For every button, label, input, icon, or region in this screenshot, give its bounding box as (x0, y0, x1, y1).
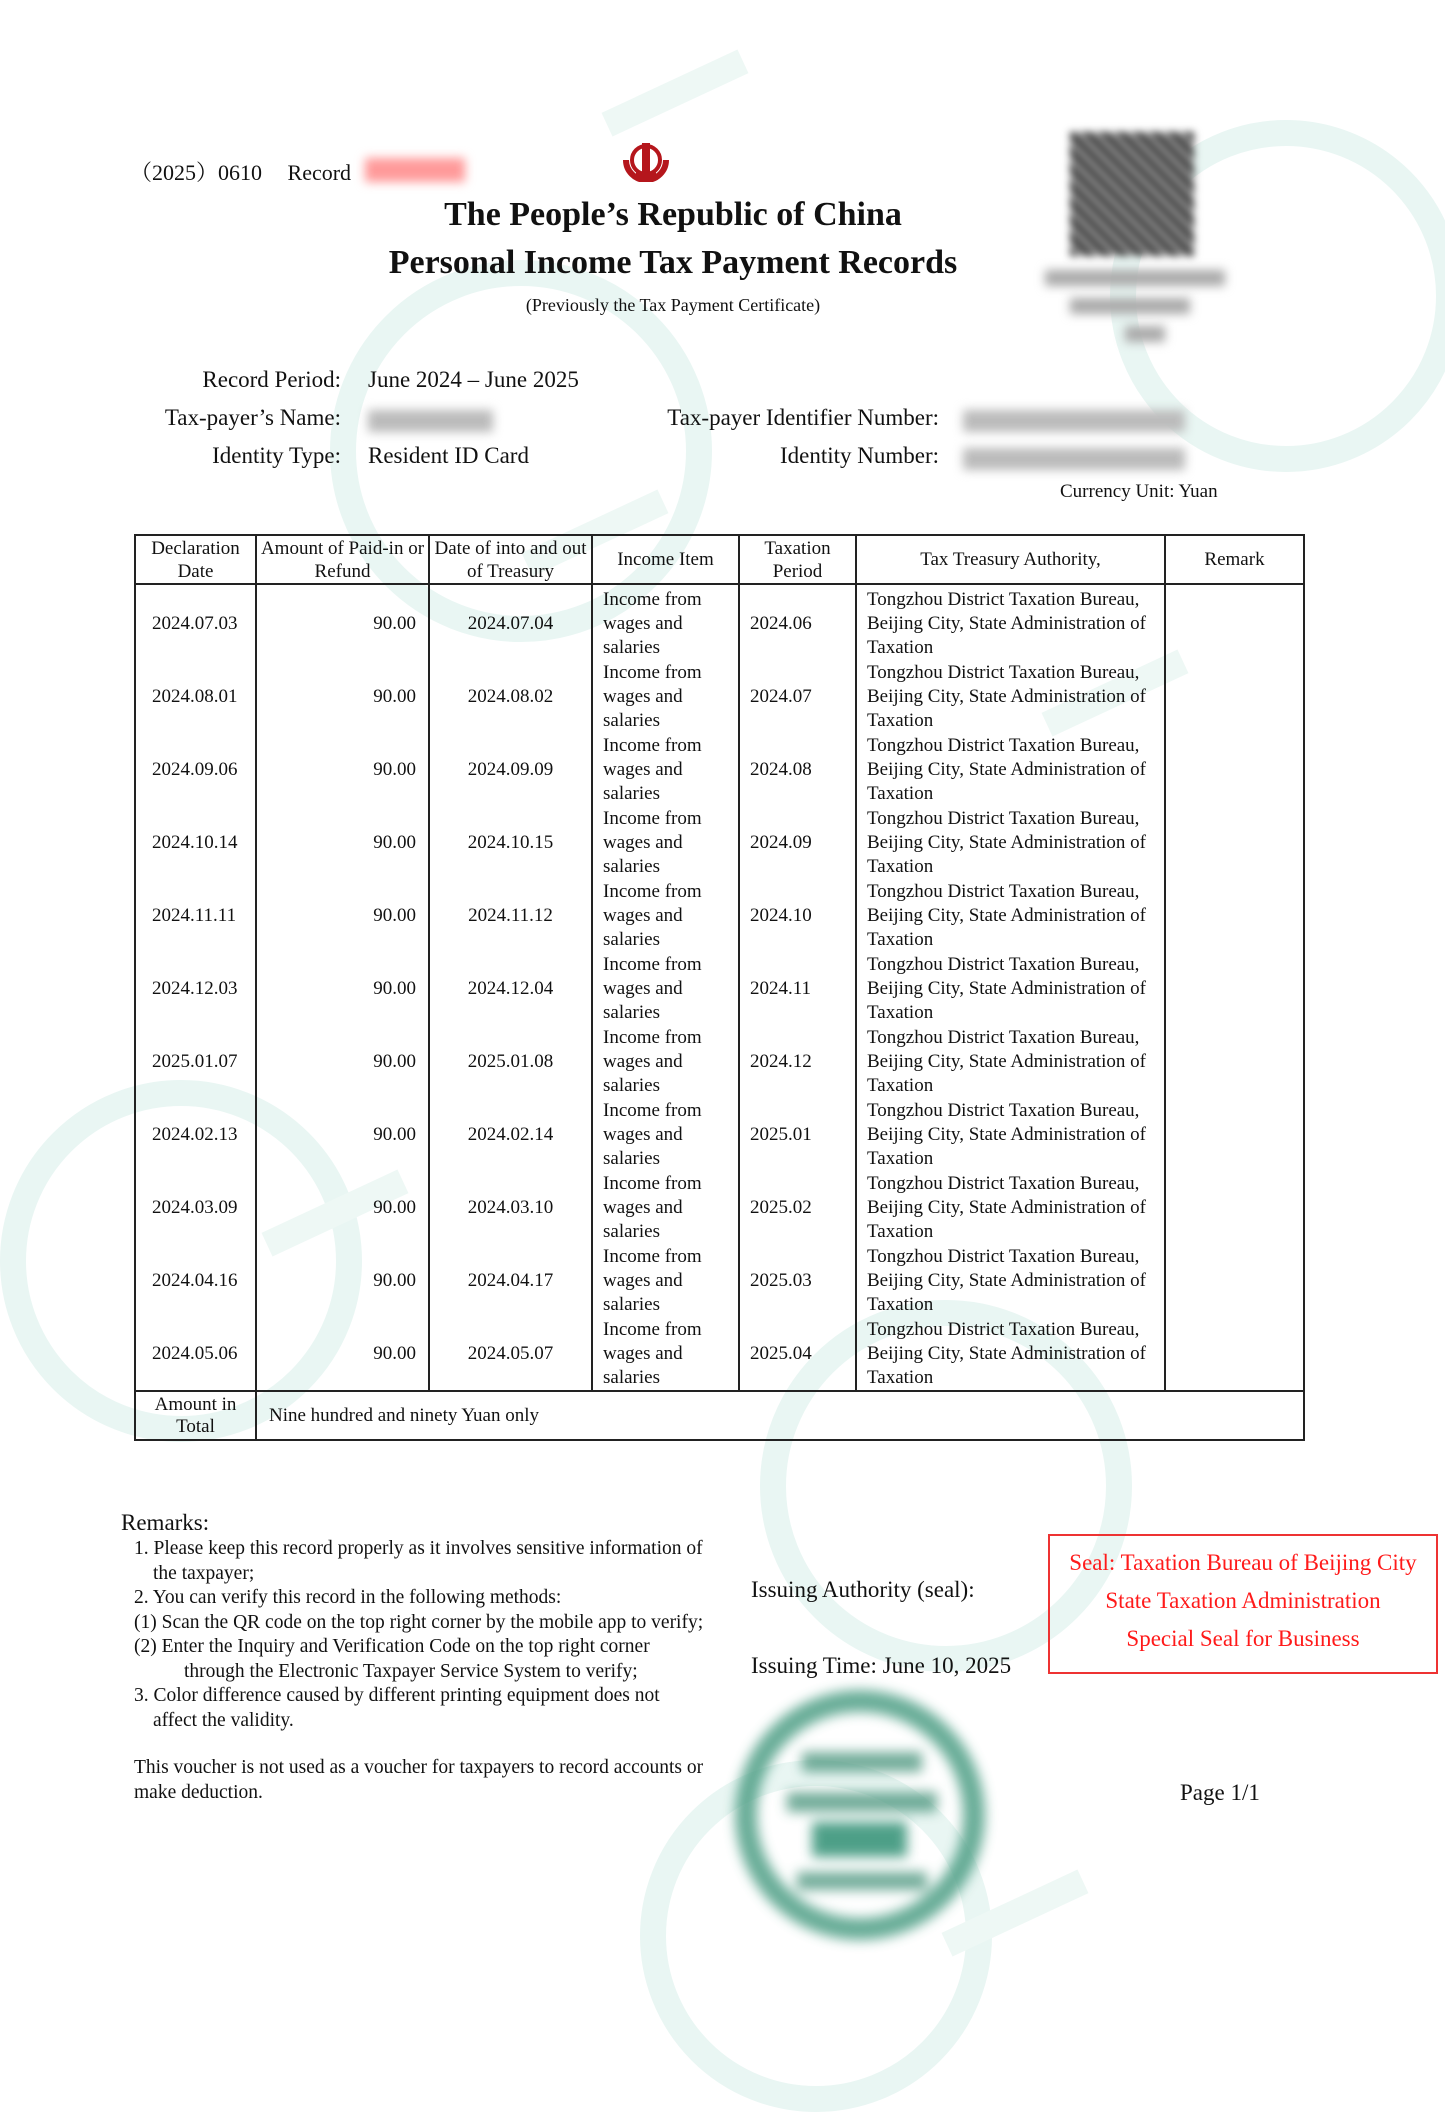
amount: 90.00 (256, 1098, 429, 1171)
declaration-date: 2024.07.03 (135, 584, 256, 660)
total-row (135, 1391, 1304, 1440)
taxation-period: 2025.02 (739, 1171, 856, 1244)
table-row (135, 952, 1304, 1025)
remark (1165, 1317, 1304, 1391)
income-item: Income from wages and salaries (592, 952, 739, 1025)
remark (1165, 952, 1304, 1025)
treasury-date: 2024.02.14 (429, 1098, 592, 1171)
issuing-authority-label: Issuing Authority (seal): (751, 1577, 975, 1602)
title-line-2: Personal Income Tax Payment Records (388, 244, 958, 281)
remark-line: the taxpayer; (153, 1562, 255, 1584)
tax-authority: Tongzhou District Taxation Bureau, Beijing City, State Administration of Taxation (856, 1244, 1165, 1317)
amount: 90.00 (256, 879, 429, 952)
redacted-verification-code (1125, 326, 1165, 342)
tax-authority: Tongzhou District Taxation Bureau, Beijing City, State Administration of Taxation (856, 660, 1165, 733)
declaration-date: 2024.08.01 (135, 660, 256, 733)
record-period-label: Record Period: (202, 367, 341, 392)
qr-code[interactable] (1070, 132, 1194, 256)
name-label: Tax-payer’s Name: (164, 405, 341, 430)
currency-unit: Currency Unit: Yuan (1060, 481, 1218, 502)
table-row (135, 806, 1304, 879)
payment-records-table (134, 534, 1305, 1441)
declaration-date: 2024.12.03 (135, 952, 256, 1025)
remark-line: (2) Enter the Inquiry and Verification Code on the top right corner (134, 1636, 650, 1657)
column-header: Amount of Paid-in or Refund (256, 535, 429, 584)
income-item: Income from wages and salaries (592, 1244, 739, 1317)
taxation-period: 2025.03 (739, 1244, 856, 1317)
seal-note-line: Seal: Taxation Bureau of Beijing City (1069, 1550, 1417, 1575)
column-header: Declaration Date (135, 535, 256, 584)
table-row (135, 1025, 1304, 1098)
remark (1165, 584, 1304, 660)
taxation-period: 2024.11 (739, 952, 856, 1025)
treasury-date: 2024.04.17 (429, 1244, 592, 1317)
income-item: Income from wages and salaries (592, 584, 739, 660)
amount: 90.00 (256, 1025, 429, 1098)
remark (1165, 1098, 1304, 1171)
tin-label: Tax-payer Identifier Number: (667, 405, 939, 430)
income-item: Income from wages and salaries (592, 1317, 739, 1391)
document-code (130, 156, 351, 187)
declaration-date: 2024.05.06 (135, 1317, 256, 1391)
identity-type-value: Resident ID Card (368, 443, 529, 468)
amount: 90.00 (256, 1171, 429, 1244)
doc-code: （2025）0610 (130, 160, 263, 185)
tax-authority: Tongzhou District Taxation Bureau, Beijing City, State Administration of Taxation (856, 1171, 1165, 1244)
redacted-verification-code (1070, 298, 1190, 314)
taxation-period: 2025.04 (739, 1317, 856, 1391)
declaration-date: 2024.10.14 (135, 806, 256, 879)
table-row (135, 879, 1304, 952)
taxation-period: 2024.07 (739, 660, 856, 733)
voucher-line: make deduction. (134, 1781, 263, 1803)
remark-line: through the Electronic Taxpayer Service System to verify; (184, 1660, 638, 1682)
remark-line: 1. Please keep this record properly as it involves sensitive information of (134, 1538, 703, 1559)
voucher-note (134, 1756, 703, 1805)
page-number: Page 1/1 (1180, 1780, 1260, 1805)
remark-line: 3. Color difference caused by different printing equipment does not (134, 1685, 660, 1706)
taxation-period: 2024.12 (739, 1025, 856, 1098)
remark-line: (1) Scan the QR code on the top right corner by the mobile app to verify; (134, 1611, 704, 1633)
tax-authority: Tongzhou District Taxation Bureau, Beijing City, State Administration of Taxation (856, 584, 1165, 660)
income-item: Income from wages and salaries (592, 733, 739, 806)
table-row (135, 1098, 1304, 1171)
column-header: Date of into and out of Treasury (429, 535, 592, 584)
remark (1165, 879, 1304, 952)
remarks-title: Remarks: (121, 1510, 210, 1535)
treasury-date: 2024.10.15 (429, 806, 592, 879)
redacted-verification-code (1045, 270, 1225, 286)
income-item: Income from wages and salaries (592, 660, 739, 733)
tax-authority: Tongzhou District Taxation Bureau, Beijing City, State Administration of Taxation (856, 1098, 1165, 1171)
redacted-identity-number (963, 448, 1185, 470)
identity-type-label: Identity Type: (212, 443, 341, 468)
seal-translation-note (1048, 1534, 1438, 1674)
taxation-period: 2024.09 (739, 806, 856, 879)
record-label: Record (287, 160, 352, 185)
table-row (135, 733, 1304, 806)
treasury-date: 2024.05.07 (429, 1317, 592, 1391)
table-row (135, 1171, 1304, 1244)
declaration-date: 2024.09.06 (135, 733, 256, 806)
amount: 90.00 (256, 1317, 429, 1391)
treasury-date: 2024.07.04 (429, 584, 592, 660)
redacted-record-number (365, 158, 465, 182)
seal-note-line: Special Seal for Business (1126, 1626, 1360, 1651)
remark (1165, 1244, 1304, 1317)
redacted-tin (963, 410, 1185, 432)
tax-authority: Tongzhou District Taxation Bureau, Beijing City, State Administration of Taxation (856, 733, 1165, 806)
income-item: Income from wages and salaries (592, 1171, 739, 1244)
table-row (135, 1244, 1304, 1317)
column-header: Taxation Period (739, 535, 856, 584)
tax-authority: Tongzhou District Taxation Bureau, Beijing City, State Administration of Taxation (856, 879, 1165, 952)
taxation-period: 2024.06 (739, 584, 856, 660)
declaration-date: 2024.03.09 (135, 1171, 256, 1244)
total-label: Amount in Total (135, 1391, 256, 1440)
record-period-value: June 2024 – June 2025 (368, 367, 579, 392)
remark-line: 2. You can verify this record in the following methods: (134, 1587, 562, 1608)
declaration-date: 2025.01.07 (135, 1025, 256, 1098)
column-header: Income Item (592, 535, 739, 584)
total-value: Nine hundred and ninety Yuan only (256, 1391, 1304, 1440)
taxation-period: 2024.10 (739, 879, 856, 952)
subtitle: (Previously the Tax Payment Certificate) (525, 295, 821, 315)
national-emblem-icon (620, 140, 672, 182)
tax-authority: Tongzhou District Taxation Bureau, Beijing City, State Administration of Taxation (856, 1025, 1165, 1098)
header-row (135, 535, 1304, 584)
column-header: Remark (1165, 535, 1304, 584)
income-item: Income from wages and salaries (592, 1098, 739, 1171)
identity-number-label: Identity Number: (779, 443, 939, 468)
table-row (135, 660, 1304, 733)
amount: 90.00 (256, 806, 429, 879)
amount: 90.00 (256, 660, 429, 733)
amount: 90.00 (256, 1244, 429, 1317)
amount: 90.00 (256, 733, 429, 806)
table-row (135, 1317, 1304, 1391)
voucher-line: This voucher is not used as a voucher for taxpayers to record accounts or (134, 1757, 704, 1778)
issuing-time: Issuing Time: June 10, 2025 (751, 1653, 1012, 1678)
remark-line: affect the validity. (153, 1709, 294, 1731)
tax-authority: Tongzhou District Taxation Bureau, Beijing City, State Administration of Taxation (856, 806, 1165, 879)
amount: 90.00 (256, 584, 429, 660)
remark (1165, 1171, 1304, 1244)
tax-authority: Tongzhou District Taxation Bureau, Beijing City, State Administration of Taxation (856, 952, 1165, 1025)
treasury-date: 2025.01.08 (429, 1025, 592, 1098)
redacted-name (368, 410, 493, 432)
column-header: Tax Treasury Authority, (856, 535, 1165, 584)
remark (1165, 1025, 1304, 1098)
treasury-date: 2024.09.09 (429, 733, 592, 806)
amount: 90.00 (256, 952, 429, 1025)
income-item: Income from wages and salaries (592, 1025, 739, 1098)
taxation-period: 2024.08 (739, 733, 856, 806)
declaration-date: 2024.11.11 (135, 879, 256, 952)
tax-authority: Tongzhou District Taxation Bureau, Beijing City, State Administration of Taxation (856, 1317, 1165, 1391)
remarks-list (134, 1537, 703, 1733)
remark (1165, 806, 1304, 879)
treasury-date: 2024.11.12 (429, 879, 592, 952)
table-row (135, 584, 1304, 660)
income-item: Income from wages and salaries (592, 806, 739, 879)
declaration-date: 2024.04.16 (135, 1244, 256, 1317)
title-line-1: The People’s Republic of China (444, 196, 902, 233)
treasury-date: 2024.08.02 (429, 660, 592, 733)
treasury-date: 2024.03.10 (429, 1171, 592, 1244)
remark (1165, 733, 1304, 806)
remark (1165, 660, 1304, 733)
income-item: Income from wages and salaries (592, 879, 739, 952)
seal-note-line: State Taxation Administration (1105, 1588, 1381, 1613)
taxation-period: 2025.01 (739, 1098, 856, 1171)
treasury-date: 2024.12.04 (429, 952, 592, 1025)
official-seal (735, 1690, 985, 1940)
declaration-date: 2024.02.13 (135, 1098, 256, 1171)
